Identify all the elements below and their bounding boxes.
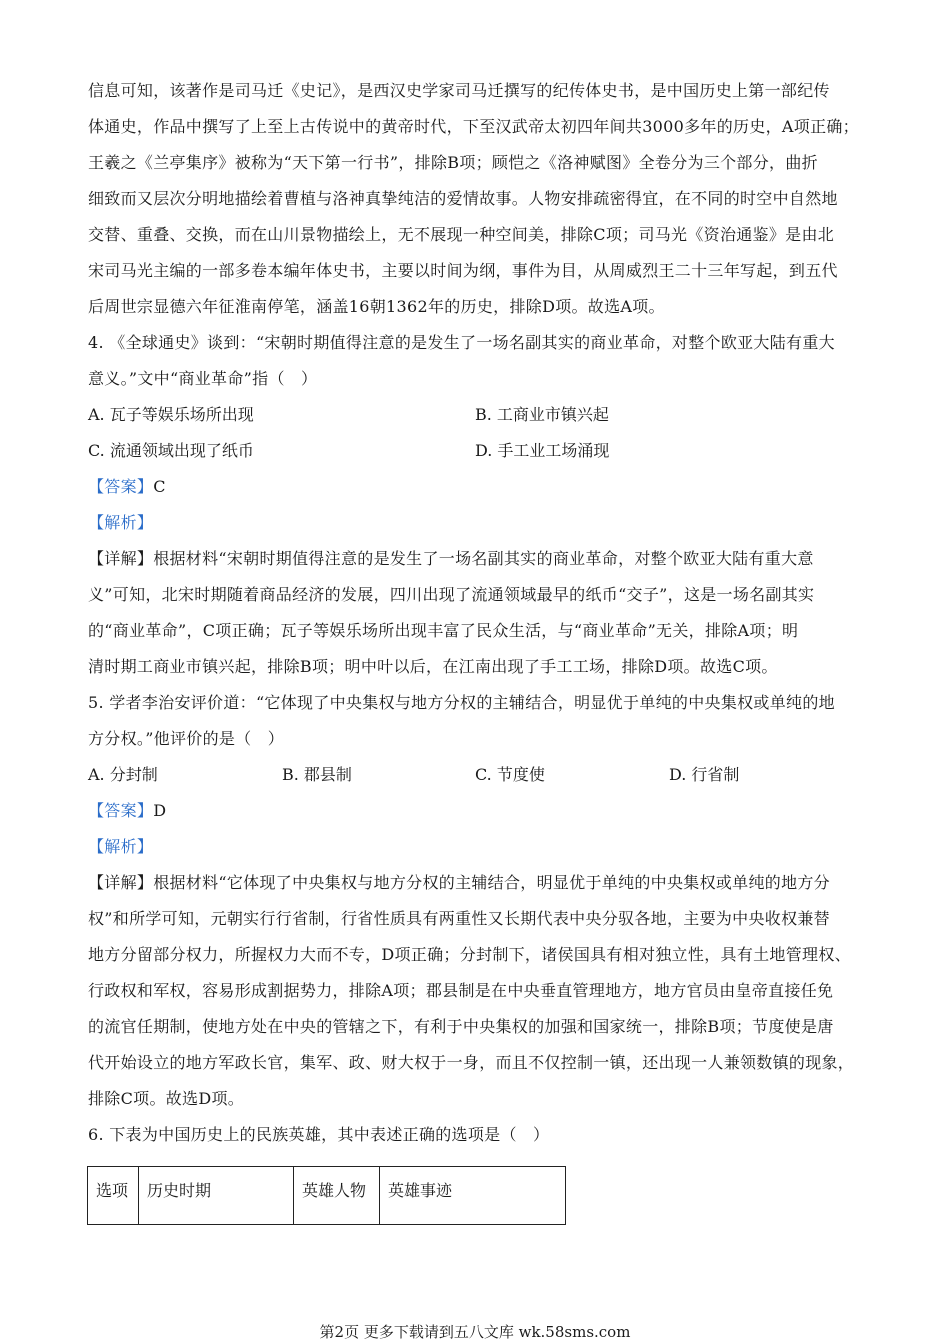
table-header-row — [88, 1167, 566, 1225]
table-header-cell: 历史时期 — [139, 1167, 294, 1225]
q5-answer — [88, 799, 166, 823]
detail-text: 根据材料“它体现了中央集权与地方分权的主辅结合，明显优于单纯的中央集权或单纯的地方分 — [153, 873, 830, 892]
q5-option-d: D. 行省制 — [669, 765, 740, 784]
q4-option-b: B. 工商业市镇兴起 — [475, 405, 609, 424]
q4-detail-line: 义”可知，北宋时期随着商品经济的发展，四川出现了流通领域最早的纸币“交子”，这是一场名副其实 — [88, 585, 815, 604]
answer-tag: 【答案】 — [88, 801, 154, 820]
q3-explanation-line: 王羲之《兰亭集序》被称为“天下第一行书”，排除B项；顾恺之《洛神赋图》全卷分为三个部分，曲折 — [88, 153, 818, 172]
q5-stem: 方分权。”他评价的是（ ） — [88, 729, 285, 748]
q5-option-c: C. 节度使 — [475, 765, 545, 784]
q5-option-b: B. 郡县制 — [282, 765, 352, 784]
q4-option-a: A. 瓦子等娱乐场所出现 — [88, 405, 254, 424]
detail-tag: 【详解】 — [88, 549, 154, 568]
q3-explanation-line: 交替、重叠、交换，而在山川景物描绘上，无不展现一种空间美，排除C项；司马光《资治通鉴》是由北 — [88, 225, 835, 244]
q5-detail-line: 代开始设立的地方军政长官，集军、政、财大权于一身，而且不仅控制一镇，还出现一人兼领数镇的现象， — [88, 1053, 855, 1072]
q3-explanation-line: 体通史，作品中撰写了上至上古传说中的黄帝时代，下至汉武帝太初四年间共3000多年的历史，A项正确； — [88, 117, 859, 136]
q4-stem: 4. 《全球通史》谈到：“宋朝时期值得注意的是发生了一场名副其实的商业革命，对整个欧亚大陆有重大 — [88, 333, 835, 352]
analysis-tag: 【解析】 — [88, 837, 154, 856]
q5-detail-line: 权”和所学可知，元朝实行行省制，行省性质具有两重性又长期代表中央分驭各地，主要为中央收权兼替 — [88, 909, 830, 928]
q5-option-a: A. 分封制 — [88, 765, 158, 784]
q5-analysis — [88, 835, 153, 859]
detail-text: 根据材料“宋朝时期值得注意的是发生了一场名副其实的商业革命，对整个欧亚大陆有重大意 — [153, 549, 814, 568]
detail-tag: 【详解】 — [88, 873, 154, 892]
q5-detail-line: 地方分留部分权力，所握权力大而不专，D项正确；分封制下，诸侯国具有相对独立性，具有土地管理权、 — [88, 945, 851, 964]
q5-detail-line: 的流官任期制，使地方处在中央的管辖之下，有利于中央集权的加强和国家统一，排除B项；节度使是唐 — [88, 1017, 834, 1036]
q5-detail-line: 排除C项。故选D项。 — [88, 1089, 245, 1108]
q4-detail-line: 的“商业革命”，C项正确；瓦子等娱乐场所出现丰富了民众生活，与“商业革命”无关，排除A项；明 — [88, 621, 799, 640]
q3-explanation-line: 后周世宗显德六年征淮南停笔，涵盖16朝1362年的历史，排除D项。故选A项。 — [88, 297, 665, 316]
table-header-cell: 英雄事迹 — [380, 1167, 566, 1225]
q4-stem: 意义。”文中“商业革命”指（ ） — [88, 369, 318, 388]
q3-explanation-line: 细致而又层次分明地描绘着曹植与洛神真挚纯洁的爱情故事。人物安排疏密得宜，在不同的时空中自然地 — [88, 189, 838, 208]
table-header-cell: 选项 — [88, 1167, 139, 1225]
analysis-tag: 【解析】 — [88, 513, 154, 532]
q5-stem: 5. 学者李治安评价道：“它体现了中央集权与地方分权的主辅结合，明显优于单纯的中央集权或单纯的地 — [88, 693, 835, 712]
answer-value: C — [153, 477, 166, 496]
q6-stem: 6. 下表为中国历史上的民族英雄，其中表述正确的选项是（ ） — [88, 1125, 550, 1144]
answer-tag: 【答案】 — [88, 477, 154, 496]
q4-analysis — [88, 511, 153, 535]
page-footer: 第2页 更多下载请到五八文库 wk.58sms.com — [319, 1323, 631, 1341]
q4-answer — [88, 475, 166, 499]
q4-option-d: D. 手工业工场涌现 — [475, 441, 610, 460]
table-header-cell: 英雄人物 — [294, 1167, 380, 1225]
q3-explanation-line: 信息可知，该著作是司马迁《史记》，是西汉史学家司马迁撰写的纪传体史书，是中国历史上第一部纪传 — [88, 81, 830, 100]
q4-detail-line: 清时期工商业市镇兴起，排除B项；明中叶以后，在江南出现了手工工场，排除D项。故选C项。 — [88, 657, 778, 676]
q4-option-c: C. 流通领域出现了纸币 — [88, 441, 254, 460]
answer-value: D — [153, 801, 167, 820]
q5-detail-line — [88, 871, 830, 895]
q5-detail-line: 行政权和军权，容易形成割据势力，排除A项；郡县制是在中央垂直管理地方，地方官员由皇帝直接任免 — [88, 981, 834, 1000]
q6-table — [87, 1166, 566, 1225]
q3-explanation-line: 宋司马光主编的一部多卷本编年体史书，主要以时间为纲，事件为目，从周威烈王二十三年写起，到五代 — [88, 261, 838, 280]
q4-detail-line — [88, 547, 814, 571]
